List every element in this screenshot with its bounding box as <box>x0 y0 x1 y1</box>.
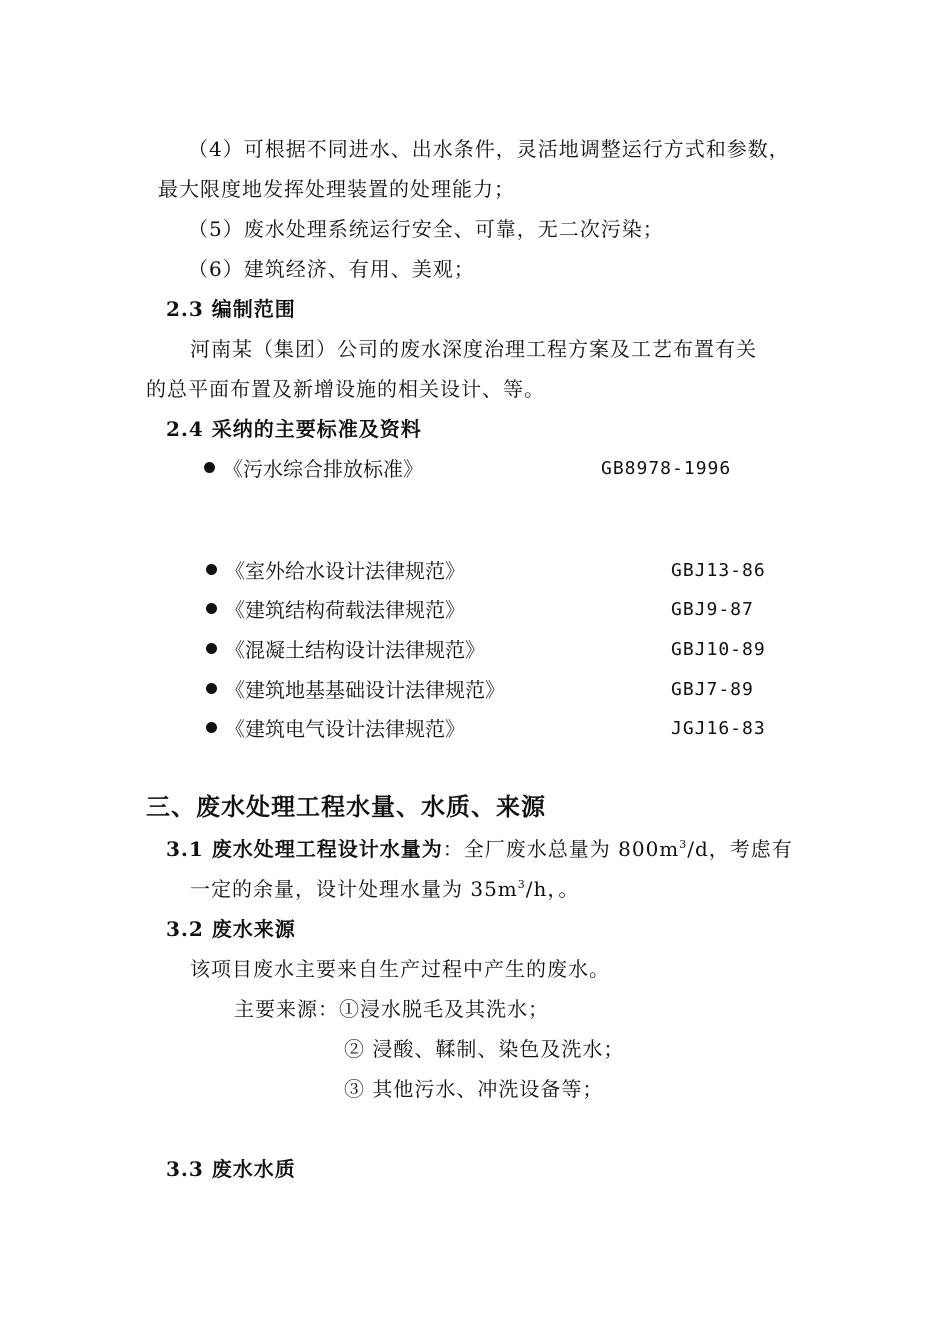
section-2-3-heading: 2.3 编制范围 <box>166 297 296 321</box>
item-6: （6）建筑经济、有用、美观； <box>188 257 475 281</box>
standard-code: JGJ16-83 <box>671 718 766 739</box>
standard-item: 《室外给水设计法律规范》 <box>206 558 465 584</box>
bullet-icon <box>206 603 217 614</box>
section-3-1-line-2: 一定的余量，设计处理水量为 $35m^3/h$，。 <box>190 877 580 901</box>
standard-code: GBJ13-86 <box>671 560 766 581</box>
standard-code: GB8978-1996 <box>601 458 732 479</box>
standard-item: 《建筑结构荷载法律规范》 <box>206 597 465 623</box>
section-2-4-heading: 2.4 采纳的主要标准及资料 <box>166 417 422 441</box>
bullet-icon <box>206 722 217 733</box>
chapter-3-heading: 三、废水处理工程水量、水质、来源 <box>146 792 546 821</box>
bullet-icon <box>206 683 217 694</box>
section-3-3-heading: 3.3 废水水质 <box>166 1157 296 1181</box>
sources-line-2: ② 浸酸、鞣制、染色及洗水； <box>344 1037 625 1061</box>
section-3-2-heading: 3.2 废水来源 <box>166 917 296 941</box>
standard-code: GBJ7-89 <box>671 679 754 700</box>
sources-line-3: ③ 其他污水、冲洗设备等； <box>344 1077 604 1101</box>
standard-code: GBJ10-89 <box>671 639 766 660</box>
section-3-2-line-1: 该项目废水主要来自生产过程中产生的废水。 <box>190 957 610 981</box>
standard-item: 《混凝土结构设计法律规范》 <box>206 637 485 663</box>
bullet-icon <box>206 564 217 575</box>
standard-item: 《建筑电气设计法律规范》 <box>206 716 465 742</box>
standard-item: 《建筑地基基础设计法律规范》 <box>206 677 505 703</box>
standard-code: GBJ9-87 <box>671 599 754 620</box>
item-5: （5）废水处理系统运行安全、可靠，无二次污染； <box>188 217 664 241</box>
section-3-1-line-1: 3.1 废水处理工程设计水量为：全厂废水总量为 $800m^3/d$，考虑有 <box>166 837 793 861</box>
bullet-icon <box>204 462 215 473</box>
section-2-3-line-1: 河南某（集团）公司的废水深度治理工程方案及工艺布置有关 <box>190 337 757 361</box>
standard-item: 《污水综合排放标准》 <box>204 456 423 482</box>
section-2-3-line-2: 的总平面布置及新增设施的相关设计、等。 <box>146 377 545 401</box>
item-4-line-2: 最大限度地发挥处理装置的处理能力； <box>158 177 515 201</box>
sources-line-1: 主要来源：①浸水脱毛及其洗水； <box>234 997 549 1021</box>
bullet-icon <box>206 643 217 654</box>
item-4-line-1: （4）可根据不同进水、出水条件，灵活地调整运行方式和参数， <box>188 137 790 161</box>
